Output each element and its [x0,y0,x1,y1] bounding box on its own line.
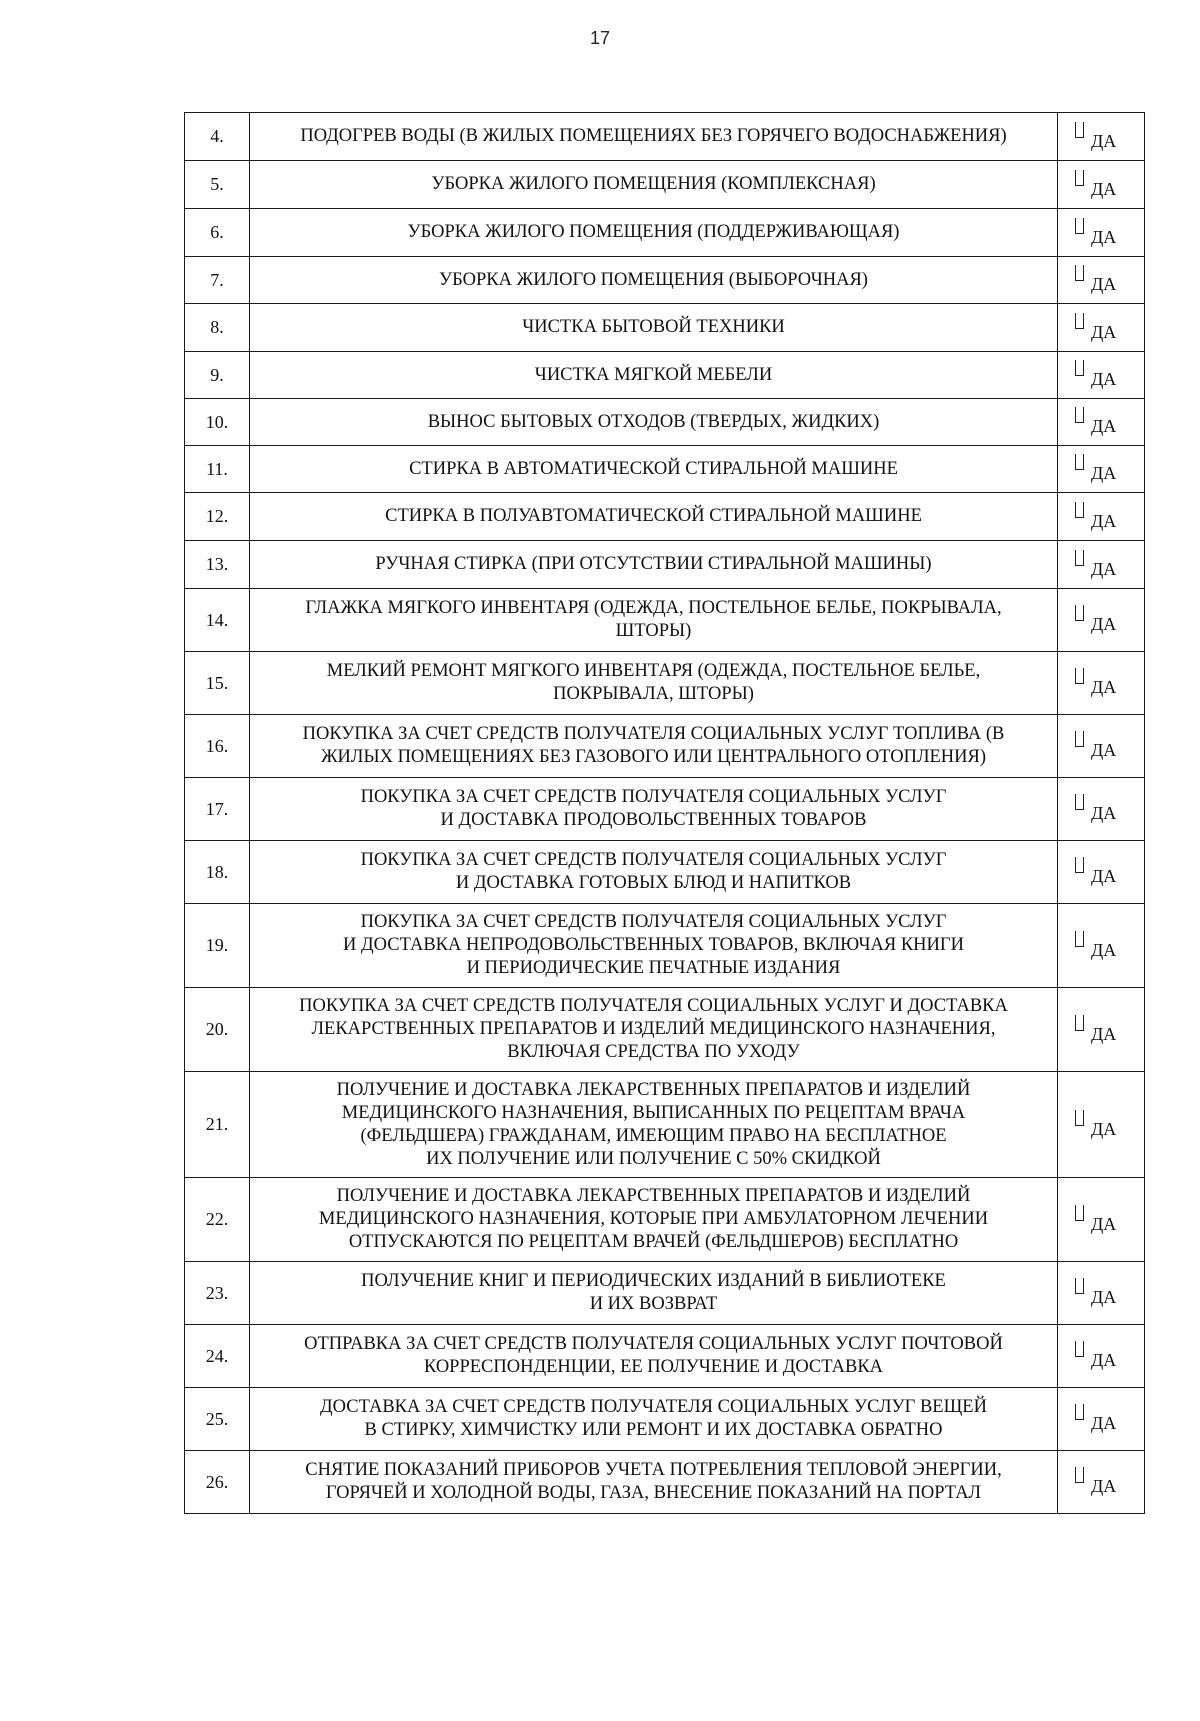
service-description [250,304,1058,352]
yes-checkbox[interactable] [1075,407,1084,423]
service-description [250,1262,1058,1325]
service-row [185,304,1145,352]
yes-checkbox[interactable] [1075,731,1084,747]
yes-checkbox[interactable] [1075,668,1084,684]
service-description-line: И ДОСТАВКА ПРОДОВОЛЬСТВЕННЫХ ТОВАРОВ [440,810,867,830]
service-number: 23. [185,1262,250,1325]
yes-label: ДА [1091,463,1117,483]
service-row [185,399,1145,446]
service-number: 17. [185,778,250,841]
yes-checkbox[interactable] [1075,1341,1084,1357]
service-number: 7. [185,257,250,304]
service-number: 8. [185,304,250,352]
service-description-line: И ПЕРИОДИЧЕСКИЕ ПЕЧАТНЫЕ ИЗДАНИЯ [466,958,841,978]
yes-checkbox[interactable] [1075,550,1084,566]
yes-label: ДА [1091,614,1117,634]
service-description-line: УБОРКА ЖИЛОГО ПОМЕЩЕНИЯ (ВЫБОРОЧНАЯ) [439,269,868,290]
service-description-line: МЕДИЦИНСКОГО НАЗНАЧЕНИЯ, КОТОРЫЕ ПРИ АМБУЛАТОРНОМ ЛЕЧЕНИИ [318,1209,989,1229]
service-description-line: В СТИРКУ, ХИМЧИСТКУ ИЛИ РЕМОНТ И ИХ ДОСТАВКА ОБРАТНО [364,1420,943,1440]
service-option-cell [1058,1178,1145,1262]
yes-label: ДА [1091,803,1117,823]
yes-checkbox[interactable] [1075,265,1084,281]
service-description [250,541,1058,589]
service-description-line: УБОРКА ЖИЛОГО ПОМЕЩЕНИЯ (КОМПЛЕКСНАЯ) [431,174,876,194]
service-description [250,1072,1058,1178]
yes-label: ДА [1091,1118,1117,1139]
yes-checkbox[interactable] [1075,1015,1084,1031]
service-number: 14. [185,589,250,652]
yes-checkbox[interactable] [1075,931,1084,947]
service-description [250,841,1058,904]
yes-checkbox[interactable] [1075,605,1084,621]
yes-label: ДА [1091,740,1117,760]
yes-label: ДА [1091,510,1117,531]
service-description [250,446,1058,493]
yes-label: ДА [1091,1350,1117,1370]
service-description-line: ДОСТАВКА ЗА СЧЕТ СРЕДСТВ ПОЛУЧАТЕЛЯ СОЦИАЛЬНЫХ УСЛУГ ВЕЩЕЙ [320,1397,987,1417]
yes-checkbox[interactable] [1075,1205,1084,1221]
service-number: 20. [185,988,250,1072]
service-row [185,715,1145,778]
service-number: 10. [185,399,250,446]
service-description-line: ЖИЛЫХ ПОМЕЩЕНИЯХ БЕЗ ГАЗОВОГО ИЛИ ЦЕНТРАЛЬНОГО ОТОПЛЕНИЯ) [320,747,987,767]
service-option-cell [1058,1262,1145,1325]
service-description-line: ВЫНОС БЫТОВЫХ ОТХОДОВ (ТВЕРДЫХ, ЖИДКИХ) [427,411,880,432]
service-description-line: ОТПРАВКА ЗА СЧЕТ СРЕДСТВ ПОЛУЧАТЕЛЯ СОЦИАЛЬНЫХ УСЛУГ ПОЧТОВОЙ [304,1334,1003,1354]
service-description [250,161,1058,209]
service-description [250,904,1058,988]
service-row [185,841,1145,904]
service-description-line: ПОКУПКА ЗА СЧЕТ СРЕДСТВ ПОЛУЧАТЕЛЯ СОЦИАЛЬНЫХ УСЛУГ ТОПЛИВА (В [302,724,1005,744]
service-description-line: УБОРКА ЖИЛОГО ПОМЕЩЕНИЯ (ПОДДЕРЖИВАЮЩАЯ) [407,222,900,242]
yes-checkbox[interactable] [1075,857,1084,873]
service-description-line: ПОКРЫВАЛА, ШТОРЫ) [553,684,754,704]
service-description-line: ПОКУПКА ЗА СЧЕТ СРЕДСТВ ПОЛУЧАТЕЛЯ СОЦИАЛЬНЫХ УСЛУГ И ДОСТАВКА [299,996,1008,1016]
service-description-line: ШТОРЫ) [615,621,692,641]
yes-label: ДА [1091,1476,1117,1496]
service-description-line: ПОДОГРЕВ ВОДЫ (В ЖИЛЫХ ПОМЕЩЕНИЯХ БЕЗ ГОРЯЧЕГО ВОДОСНАБЖЕНИЯ) [300,126,1007,146]
service-description-line: ЧИСТКА БЫТОВОЙ ТЕХНИКИ [522,317,785,337]
service-option-cell [1058,161,1145,209]
yes-label: ДА [1091,1413,1117,1433]
yes-label: ДА [1091,677,1117,697]
service-row [185,257,1145,304]
service-description [250,652,1058,715]
service-number: 18. [185,841,250,904]
service-description-line: ОТПУСКАЮТСЯ ПО РЕЦЕПТАМ ВРАЧЕЙ (ФЕЛЬДШЕРОВ) БЕСПЛАТНО [348,1232,959,1252]
service-row [185,541,1145,589]
service-description-line: ПОКУПКА ЗА СЧЕТ СРЕДСТВ ПОЛУЧАТЕЛЯ СОЦИАЛЬНЫХ УСЛУГ [360,787,947,807]
service-number: 26. [185,1451,250,1514]
service-option-cell [1058,1325,1145,1388]
yes-checkbox[interactable] [1075,360,1084,376]
service-option-cell [1058,209,1145,257]
services-table-body [185,113,1145,1514]
service-description-line: И ДОСТАВКА НЕПРОДОВОЛЬСТВЕННЫХ ТОВАРОВ, ВКЛЮЧАЯ КНИГИ [343,935,964,955]
service-description [250,988,1058,1072]
yes-label: ДА [1091,866,1117,886]
service-description-line: (ФЕЛЬДШЕРА) ГРАЖДАНАМ, ИМЕЮЩИМ ПРАВО НА БЕСПЛАТНОЕ [360,1125,947,1146]
service-option-cell [1058,652,1145,715]
service-row [185,589,1145,652]
service-description-line: ПОКУПКА ЗА СЧЕТ СРЕДСТВ ПОЛУЧАТЕЛЯ СОЦИАЛЬНЫХ УСЛУГ [360,850,947,870]
service-description-line: ПОЛУЧЕНИЕ КНИГ И ПЕРИОДИЧЕСКИХ ИЗДАНИЙ В БИБЛИОТЕКЕ [361,1271,946,1291]
service-option-cell [1058,589,1145,652]
service-description-line: КОРРЕСПОНДЕНЦИИ, ЕЕ ПОЛУЧЕНИЕ И ДОСТАВКА [423,1357,884,1377]
service-description [250,778,1058,841]
service-description [250,113,1058,161]
service-description [250,352,1058,399]
service-option-cell [1058,304,1145,352]
service-number: 15. [185,652,250,715]
yes-label: ДА [1091,130,1117,151]
service-option-cell [1058,446,1145,493]
service-description-line: ПОЛУЧЕНИЕ И ДОСТАВКА ЛЕКАРСТВЕННЫХ ПРЕПАРАТОВ И ИЗДЕЛИЙ [336,1186,971,1206]
service-description-line: ГЛАЖКА МЯГКОГО ИНВЕНТАРЯ (ОДЕЖДА, ПОСТЕЛЬНОЕ БЕЛЬЕ, ПОКРЫВАЛА, [305,598,1002,618]
page-number: 17 [589,28,611,48]
service-row [185,1451,1145,1514]
service-number: 9. [185,352,250,399]
yes-label: ДА [1091,178,1117,199]
service-description-line: СНЯТИЕ ПОКАЗАНИЙ ПРИБОРОВ УЧЕТА ПОТРЕБЛЕНИЯ ТЕПЛОВОЙ ЭНЕРГИИ, [305,1460,1002,1480]
service-description [250,493,1058,541]
service-number: 21. [185,1072,250,1178]
service-row [185,1262,1145,1325]
service-row [185,904,1145,988]
service-row [185,988,1145,1072]
service-option-cell [1058,841,1145,904]
service-row [185,1178,1145,1262]
service-row [185,778,1145,841]
service-description [250,1178,1058,1262]
yes-checkbox[interactable] [1075,313,1084,329]
yes-label: ДА [1091,416,1117,436]
service-row [185,1388,1145,1451]
service-row [185,209,1145,257]
service-description [250,209,1058,257]
service-description-line: СТИРКА В ПОЛУАВТОМАТИЧЕСКОЙ СТИРАЛЬНОЙ МАШИНЕ [385,506,922,526]
service-row [185,113,1145,161]
service-option-cell [1058,988,1145,1072]
services-table [184,112,1145,1514]
yes-checkbox[interactable] [1075,122,1084,138]
service-description [250,589,1058,652]
yes-label: ДА [1091,939,1117,960]
service-number: 12. [185,493,250,541]
yes-label: ДА [1091,321,1117,342]
service-number: 4. [185,113,250,161]
service-description-line: ВКЛЮЧАЯ СРЕДСТВА ПО УХОДУ [507,1042,800,1062]
service-description-line: И ИХ ВОЗВРАТ [589,1294,718,1314]
service-number: 24. [185,1325,250,1388]
yes-checkbox[interactable] [1075,454,1084,470]
yes-label: ДА [1091,226,1117,247]
service-row [185,652,1145,715]
service-option-cell [1058,904,1145,988]
yes-checkbox[interactable] [1075,1110,1084,1126]
yes-checkbox[interactable] [1075,794,1084,810]
yes-label: ДА [1091,274,1117,294]
yes-checkbox[interactable] [1075,1467,1084,1483]
service-row [185,1325,1145,1388]
yes-checkbox[interactable] [1075,218,1084,234]
service-description [250,1388,1058,1451]
service-row [185,161,1145,209]
service-description [250,399,1058,446]
service-description [250,257,1058,304]
service-option-cell [1058,352,1145,399]
service-option-cell [1058,541,1145,589]
service-row [185,493,1145,541]
service-description-line: ЛЕКАРСТВЕННЫХ ПРЕПАРАТОВ И ИЗДЕЛИЙ МЕДИЦИНСКОГО НАЗНАЧЕНИЯ, [311,1019,996,1039]
service-row [185,1072,1145,1178]
service-row [185,446,1145,493]
service-option-cell [1058,1451,1145,1514]
yes-checkbox[interactable] [1075,1404,1084,1420]
yes-label: ДА [1091,558,1117,579]
service-option-cell [1058,1388,1145,1451]
yes-label: ДА [1091,369,1117,389]
yes-checkbox[interactable] [1075,1278,1084,1294]
service-description-line: ПОЛУЧЕНИЕ И ДОСТАВКА ЛЕКАРСТВЕННЫХ ПРЕПАРАТОВ И ИЗДЕЛИЙ [336,1079,971,1100]
yes-label: ДА [1091,1023,1117,1044]
service-number: 25. [185,1388,250,1451]
service-option-cell [1058,113,1145,161]
service-description-line: МЕДИЦИНСКОГО НАЗНАЧЕНИЯ, ВЫПИСАННЫХ ПО РЕЦЕПТАМ ВРАЧА [341,1102,966,1123]
service-description [250,715,1058,778]
service-number: 6. [185,209,250,257]
service-description [250,1451,1058,1514]
service-description-line: ГОРЯЧЕЙ И ХОЛОДНОЙ ВОДЫ, ГАЗА, ВНЕСЕНИЕ ПОКАЗАНИЙ НА ПОРТАЛ [325,1483,982,1503]
yes-checkbox[interactable] [1075,502,1084,518]
service-number: 13. [185,541,250,589]
service-description-line: ЧИСТКА МЯГКОЙ МЕБЕЛИ [534,364,773,385]
service-number: 11. [185,446,250,493]
service-option-cell [1058,493,1145,541]
service-number: 16. [185,715,250,778]
service-option-cell [1058,399,1145,446]
service-option-cell [1058,257,1145,304]
service-description [250,1325,1058,1388]
service-description-line: СТИРКА В АВТОМАТИЧЕСКОЙ СТИРАЛЬНОЙ МАШИНЕ [409,458,898,479]
service-row [185,352,1145,399]
yes-checkbox[interactable] [1075,170,1084,186]
service-number: 5. [185,161,250,209]
service-description-line: МЕЛКИЙ РЕМОНТ МЯГКОГО ИНВЕНТАРЯ (ОДЕЖДА, ПОСТЕЛЬНОЕ БЕЛЬЕ, [326,661,981,681]
service-option-cell [1058,715,1145,778]
yes-label: ДА [1091,1213,1117,1234]
service-number: 19. [185,904,250,988]
service-description-line: ИХ ПОЛУЧЕНИЕ ИЛИ ПОЛУЧЕНИЕ С 50% СКИДКОЙ [426,1148,881,1169]
service-description-line: РУЧНАЯ СТИРКА (ПРИ ОТСУТСТВИИ СТИРАЛЬНОЙ МАШИНЫ) [375,554,932,574]
service-option-cell [1058,1072,1145,1178]
yes-label: ДА [1091,1287,1117,1307]
service-number: 22. [185,1178,250,1262]
service-description-line: ПОКУПКА ЗА СЧЕТ СРЕДСТВ ПОЛУЧАТЕЛЯ СОЦИАЛЬНЫХ УСЛУГ [360,912,947,932]
service-option-cell [1058,778,1145,841]
service-description-line: И ДОСТАВКА ГОТОВЫХ БЛЮД И НАПИТКОВ [455,873,852,893]
